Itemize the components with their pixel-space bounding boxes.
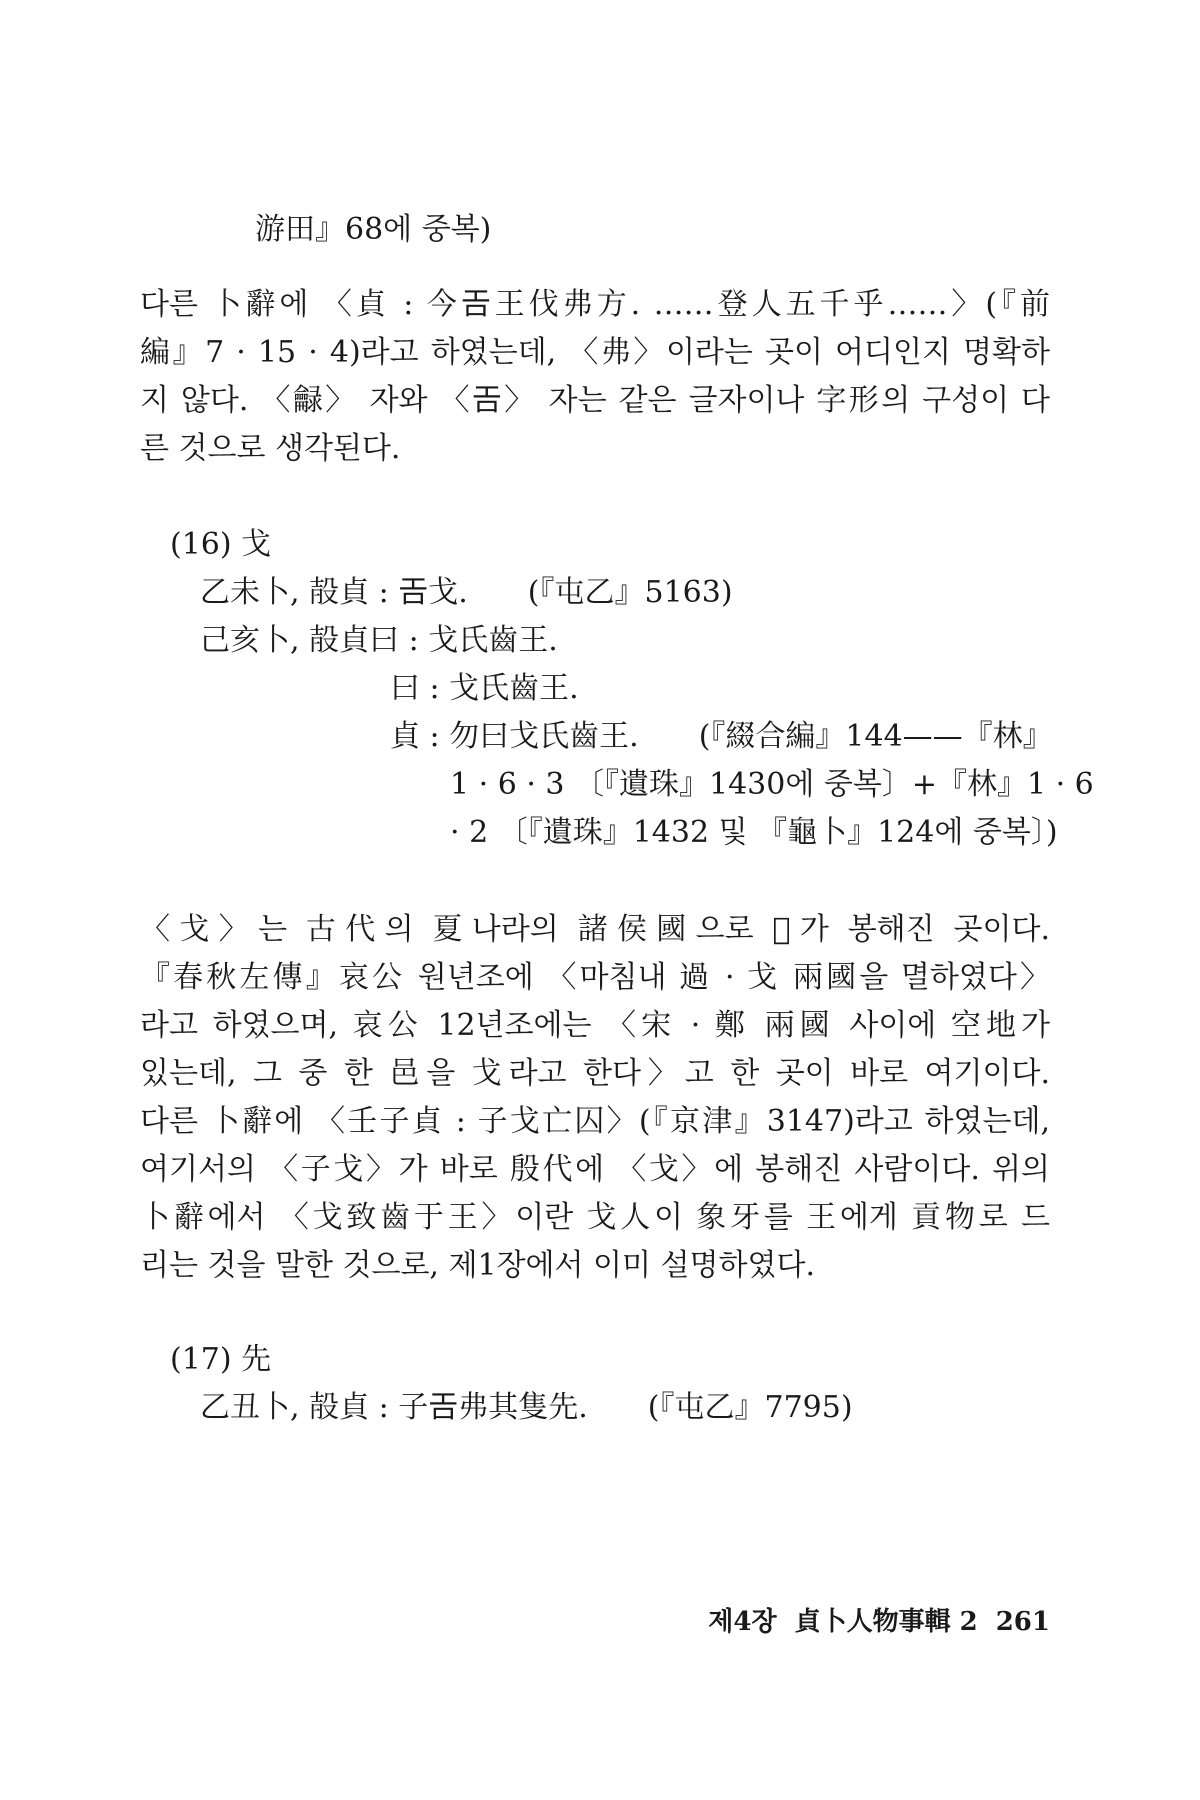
inscription-line: 乙丑卜, 㱿貞 : 子𢀛弗其隻先. (『屯乙』7795) [200,1390,853,1425]
paragraph-line: 다른 卜辭에 〈貞 : 今𢀛王伐弗方. ……登人五千乎……〉(『前 [140,287,1050,322]
paragraph-line: 지 않다. 〈龣〉 자와 〈𢀛〉 자는 같은 글자이나 字形의 구성이 다 [140,383,1050,418]
footer-chapter: 제4장 [708,1607,777,1637]
inscription-line: 貞 : 勿曰戈氏齒王. (『綴合編』144——『林』 [390,719,1053,754]
paragraph-line: 라고 하였으며, 哀公 12년조에는 〈宋 · 鄭 兩國 사이에 空地가 [140,1008,1050,1043]
paragraph-line: 른 것으로 생각된다. [140,431,401,466]
paragraph-line: 여기서의 〈子戈〉가 바로 殷代에 〈戈〉에 봉해진 사람이다. 위의 [140,1152,1050,1187]
section-heading: (17) 先 [170,1342,272,1377]
inscription-line: 乙未卜, 㱿貞 : 𢀛戈. (『屯乙』5163) [200,575,733,610]
inscription-line: 1 · 6 · 3 〔『遺珠』1430에 중복〕+『林』1 · 6 [450,767,1094,802]
paragraph-line: 『春秋左傳』哀公 원년조에 〈마침내 過 · 戈 兩國을 멸하였다〉 [140,960,1050,995]
continuation-line: 游田』68에 중복) [255,212,492,247]
paragraph-line: 있는데, 그 중 한 邑을 戈라고 한다〉고 한 곳이 바로 여기이다. [140,1056,1050,1091]
paragraph-line: 리는 것을 말한 것으로, 제1장에서 이미 설명하였다. [140,1248,815,1283]
inscription-line: 曰 : 戈氏齒王. [390,671,579,706]
paragraph-line: 다른 卜辭에 〈壬子貞 : 子戈亡囚〉(『京津』3147)라고 하였는데, [140,1104,1050,1139]
page-number: 261 [995,1607,1050,1637]
footer-title: 貞卜人物事輯 2 [794,1607,978,1637]
inscription-line: · 2 〔『遺珠』1432 및 『龜卜』124에 중복〕) [450,815,1058,850]
paragraph-line: 卜辭에서 〈戈致齒于王〉이란 戈人이 象牙를 王에게 貢物로 드 [140,1200,1050,1235]
section-heading: (16) 戈 [170,527,272,562]
running-footer [708,1605,1050,1639]
paragraph-line: 〈戈〉는 古代의 夏나라의 諸侯國으로 𡕅가 봉해진 곳이다. [140,912,1050,947]
paragraph-line: 編』7 · 15 · 4)라고 하였는데, 〈弗〉이라는 곳이 어디인지 명확하 [140,335,1050,370]
inscription-line: 己亥卜, 㱿貞曰 : 戈氏齒王. [200,623,558,658]
